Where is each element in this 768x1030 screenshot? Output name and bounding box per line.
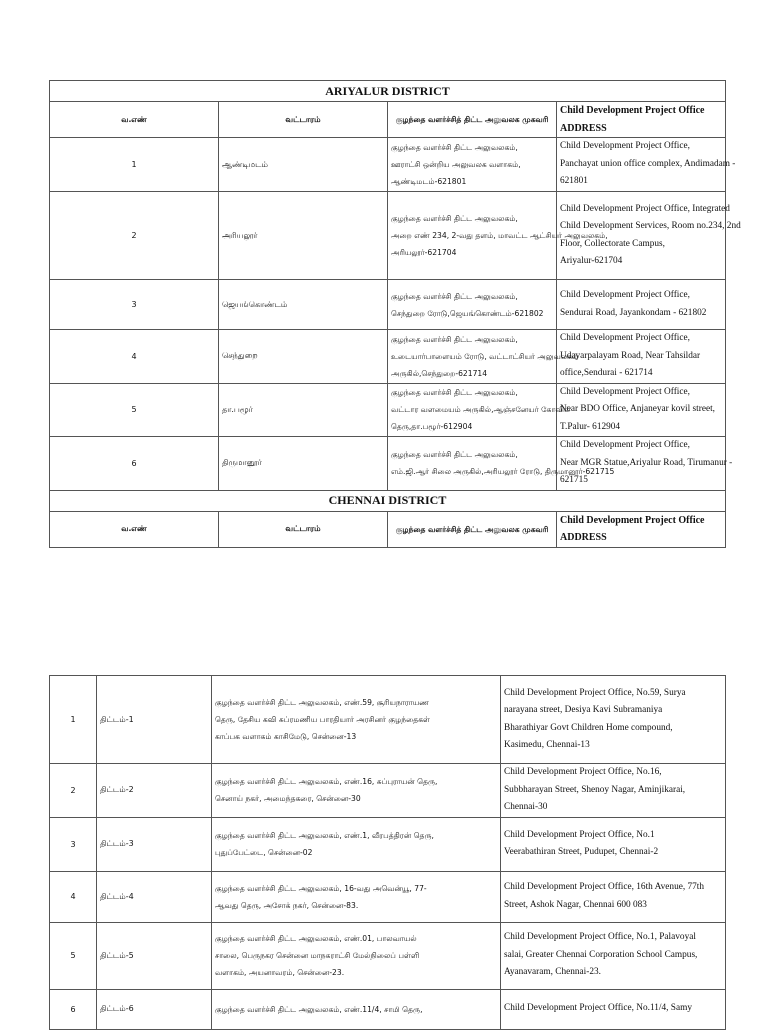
address-line: Chennai-30 — [504, 802, 548, 812]
address-line: ஊராட்சி ஒன்றிய அலுவலக வளாகம், — [391, 160, 521, 169]
address-line: Child Development Project Office, No.1 — [504, 829, 655, 840]
serial-no-cell: 2 — [50, 192, 219, 280]
english-address-cell — [501, 817, 726, 871]
address-line: Child Development Project Office, — [560, 290, 690, 300]
tamil-address-cell — [388, 330, 579, 384]
block-name-cell: அரியலூர் — [219, 192, 388, 280]
address-line: அரியலூர்-621704 — [391, 248, 457, 257]
address-line: Panchayat union office complex, Andimadam - — [560, 158, 736, 169]
block-name-cell: திட்டம்-2 — [97, 764, 212, 818]
table-row — [50, 383, 726, 437]
block-name-cell: தா.பழூர் — [219, 383, 388, 437]
header-block: வட்டாரம் — [219, 102, 388, 138]
address-line: குழந்தை வளர்ச்சி திட்ட அலுவலகம், எண்.59, சூரியநாராயண — [215, 698, 429, 707]
address-line: ஆவது தெரு, அசோக் நகர், சென்னை-83. — [215, 900, 359, 910]
english-address-cell — [557, 437, 733, 491]
serial-no-cell: 5 — [50, 922, 97, 989]
header-block: வட்டாரம் — [219, 511, 388, 547]
address-line: Ayanavaram, Chennai-23. — [504, 967, 601, 978]
table-row — [50, 764, 726, 818]
ariyalur-table — [49, 80, 741, 548]
english-address-cell — [501, 676, 726, 764]
address-line: தெரு, தேசிய கவி சுப்ரமணிய பாரதியார் அரசினர் குழந்தைகள் — [215, 715, 430, 724]
address-line: Child Development Project Office, Integrated — [560, 203, 730, 214]
address-line: குழந்தை வளர்ச்சி திட்ட அலுவலகம், — [391, 450, 518, 460]
address-line: Child Development Project Office, 16th Avenue, 77th — [504, 882, 705, 892]
table-row — [50, 192, 726, 280]
tamil-address-cell — [212, 871, 501, 922]
block-name-cell: ஜெயங்கொண்டம் — [219, 280, 388, 330]
address-line: narayana street, Desiya Kavi Subramaniya — [504, 705, 663, 715]
serial-no-cell: 6 — [50, 437, 219, 491]
block-name-cell: திருமானூர் — [219, 437, 388, 491]
address-line: குழந்தை வளர்ச்சி திட்ட அலுவலகம், எண்.11/4, சாமி தெரு, — [215, 1004, 423, 1014]
header-row — [50, 102, 726, 138]
tamil-address-cell — [388, 138, 557, 192]
address-line: உடையார்பாளையம் ரோடு, வட்டாட்சியர் அலுவலகம் — [391, 351, 579, 361]
ariyalur-rows — [50, 138, 741, 491]
district-title-row — [50, 81, 726, 102]
address-line: ஆண்டிமடம்-621801 — [391, 177, 467, 186]
address-line: குழந்தை வளர்ச்சி திட்ட அலுவலகம், — [391, 143, 518, 152]
address-line: காப்பக வளாகம் காசிமேடு, சென்னை-13 — [215, 732, 357, 741]
address-line: Child Development Project Office, — [560, 333, 690, 343]
chennai-rows — [50, 676, 726, 1030]
address-line: குழந்தை வளர்ச்சி திட்ட அலுவலகம், எண்.1, வீரபத்திரன் தெரு, — [215, 831, 434, 840]
table-row — [50, 871, 726, 922]
address-line: Child Development Project Office, No.11/4, Samy — [504, 1003, 692, 1014]
tamil-address-cell — [388, 437, 615, 491]
address-line: குழந்தை வளர்ச்சி திட்ட அலுவலகம், எண்.01, பாலவாயல் — [215, 934, 417, 943]
address-line: Child Development Project Office, — [560, 440, 690, 450]
tamil-address-cell — [388, 280, 557, 330]
tamil-address-cell — [212, 676, 501, 764]
header-serial-no: வ.எண் — [50, 511, 219, 547]
address-line: Near MGR Statue,Ariyalur Road, Tirumanur - — [560, 457, 733, 468]
serial-no-cell: 4 — [50, 330, 219, 384]
address-line: Child Development Project Office, — [560, 141, 690, 152]
header-serial-no: வ.எண் — [50, 102, 219, 138]
english-address-cell — [557, 383, 726, 437]
table-row — [50, 989, 726, 1029]
serial-no-cell: 4 — [50, 871, 97, 922]
address-line: Child Development Project Office, No.16, — [504, 767, 662, 777]
serial-no-cell: 3 — [50, 817, 97, 871]
table-row — [50, 330, 726, 384]
table-row — [50, 817, 726, 871]
tamil-address-cell — [212, 989, 501, 1029]
table-row — [50, 138, 726, 192]
address-line: செந்துறை ரோடு,ஜெயங்கொண்டம்-621802 — [391, 308, 544, 318]
block-name-cell: திட்டம்-1 — [97, 676, 212, 764]
address-line: குழந்தை வளர்ச்சி திட்ட அலுவலகம், — [391, 214, 518, 223]
block-name-cell: திட்டம்-6 — [97, 989, 212, 1029]
tamil-address-cell — [212, 817, 501, 871]
table-row — [50, 280, 726, 330]
district-title: ARIYALUR DISTRICT — [50, 81, 726, 102]
address-line: குழந்தை வளர்ச்சி திட்ட அலுவலகம், 16-வது அவென்யூ, 77- — [215, 883, 427, 893]
block-name-cell: செந்துறை — [219, 330, 388, 384]
address-line: Subbharayan Street, Shenoy Nagar, Aminjikarai, — [504, 784, 686, 795]
english-address-cell — [501, 871, 726, 922]
serial-no-cell: 1 — [50, 676, 97, 764]
english-address-cell — [557, 138, 736, 192]
address-line: salai, Greater Chennai Corporation School Campus, — [504, 949, 698, 960]
tamil-address-cell — [212, 764, 501, 818]
address-line: Bharathiyar Govt Children Home compound, — [504, 722, 673, 733]
address-line: செனாய் நகர், அமைந்தகரை, சென்னை-30 — [215, 794, 361, 804]
tamil-address-cell — [388, 383, 571, 437]
address-line: 621801 — [560, 176, 588, 187]
table-row — [50, 437, 726, 491]
header-address-english: Child Development Project Office ADDRESS — [557, 102, 726, 138]
address-line: Child Development Project Office, — [560, 386, 690, 397]
address-line: Child Development Project Office, No.1, Palavoyal — [504, 932, 696, 943]
address-line: குழந்தை வளர்ச்சி திட்ட அலுவலகம், எண்.16, சுப்புராயன் தெரு, — [215, 777, 438, 787]
address-line: T.Palur- 612904 — [560, 421, 621, 432]
serial-no-cell: 3 — [50, 280, 219, 330]
address-line: Udayarpalayam Road, Near Tahsildar — [560, 350, 701, 361]
address-line: குழந்தை வளர்ச்சி திட்ட அலுவலகம், — [391, 291, 518, 301]
block-name-cell: திட்டம்-4 — [97, 871, 212, 922]
address-line: Child Development Project Office, No.59, Surya — [504, 687, 686, 698]
serial-no-cell: 1 — [50, 138, 219, 192]
english-address-cell — [557, 192, 741, 280]
english-address-cell — [557, 330, 726, 384]
table-row — [50, 922, 726, 989]
address-line: office,Sendurai - 621714 — [560, 368, 653, 378]
serial-no-cell: 5 — [50, 383, 219, 437]
serial-no-cell: 6 — [50, 989, 97, 1029]
header-address-tamil: குழந்தை வளர்ச்சித் திட்ட அலுவலக முகவரி — [388, 102, 557, 138]
address-line: Child Development Services, Room no.234, 2nd — [560, 221, 741, 231]
header-row — [50, 511, 726, 547]
header-address-tamil: குழந்தை வளர்ச்சித் திட்ட அலுவலக முகவரி — [388, 511, 557, 547]
address-line: 621715 — [560, 475, 588, 485]
address-line: வளாகம், அயனாவரம், சென்னை-23. — [215, 968, 345, 977]
address-line: சாலை, பெருநகர சென்னை மாநகராட்சி மேல்நிலைப் பள்ளி — [215, 951, 420, 960]
address-line: Ariyalur-621704 — [560, 256, 623, 266]
address-line: அறை எண் 234, 2-வது தளம், மாவட்ட ஆட்சியர் அலுவலகம், — [391, 231, 608, 240]
address-line: தெரு,தா.பழூர்-612904 — [391, 422, 473, 432]
block-name-cell: திட்டம்-5 — [97, 922, 212, 989]
header-address-english: Child Development Project Office ADDRESS — [557, 511, 726, 547]
chennai-table — [49, 675, 726, 1030]
serial-no-cell: 2 — [50, 764, 97, 818]
address-line: Veerabathiran Street, Pudupet, Chennai-2 — [504, 847, 659, 857]
table-row — [50, 676, 726, 764]
english-address-cell — [501, 922, 726, 989]
address-line: Street, Ashok Nagar, Chennai 600 083 — [504, 899, 647, 910]
address-line: அருகில்,செந்துறை-621714 — [391, 368, 488, 378]
address-line: Floor, Collectorate Campus, — [560, 238, 665, 249]
address-line: புதுப்பேட்டை, சென்னை-02 — [215, 848, 313, 857]
block-name-cell: ஆண்டிமடம் — [219, 138, 388, 192]
address-line: Kasimedu, Chennai-13 — [504, 740, 590, 750]
address-line: எம்.ஜி.ஆர் சிலை அருகில்,அரியலூர் ரோடு, திருமானூர்-621715 — [391, 467, 615, 477]
address-line: Sendurai Road, Jayankondam - 621802 — [560, 307, 707, 318]
district-title-row — [50, 490, 726, 511]
block-name-cell: திட்டம்-3 — [97, 817, 212, 871]
english-address-cell — [557, 280, 726, 330]
english-address-cell — [501, 764, 726, 818]
tamil-address-cell — [212, 922, 501, 989]
district-title: CHENNAI DISTRICT — [50, 490, 726, 511]
address-line: வட்டார வளமையம் அருகில்,ஆஞ்சனேயர் கோவில் — [391, 405, 571, 415]
english-address-cell — [501, 989, 726, 1029]
address-line: Near BDO Office, Anjaneyar kovil street, — [560, 404, 715, 414]
address-line: குழந்தை வளர்ச்சி திட்ட அலுவலகம், — [391, 334, 518, 344]
address-line: குழந்தை வளர்ச்சி திட்ட அலுவலகம், — [391, 388, 518, 398]
